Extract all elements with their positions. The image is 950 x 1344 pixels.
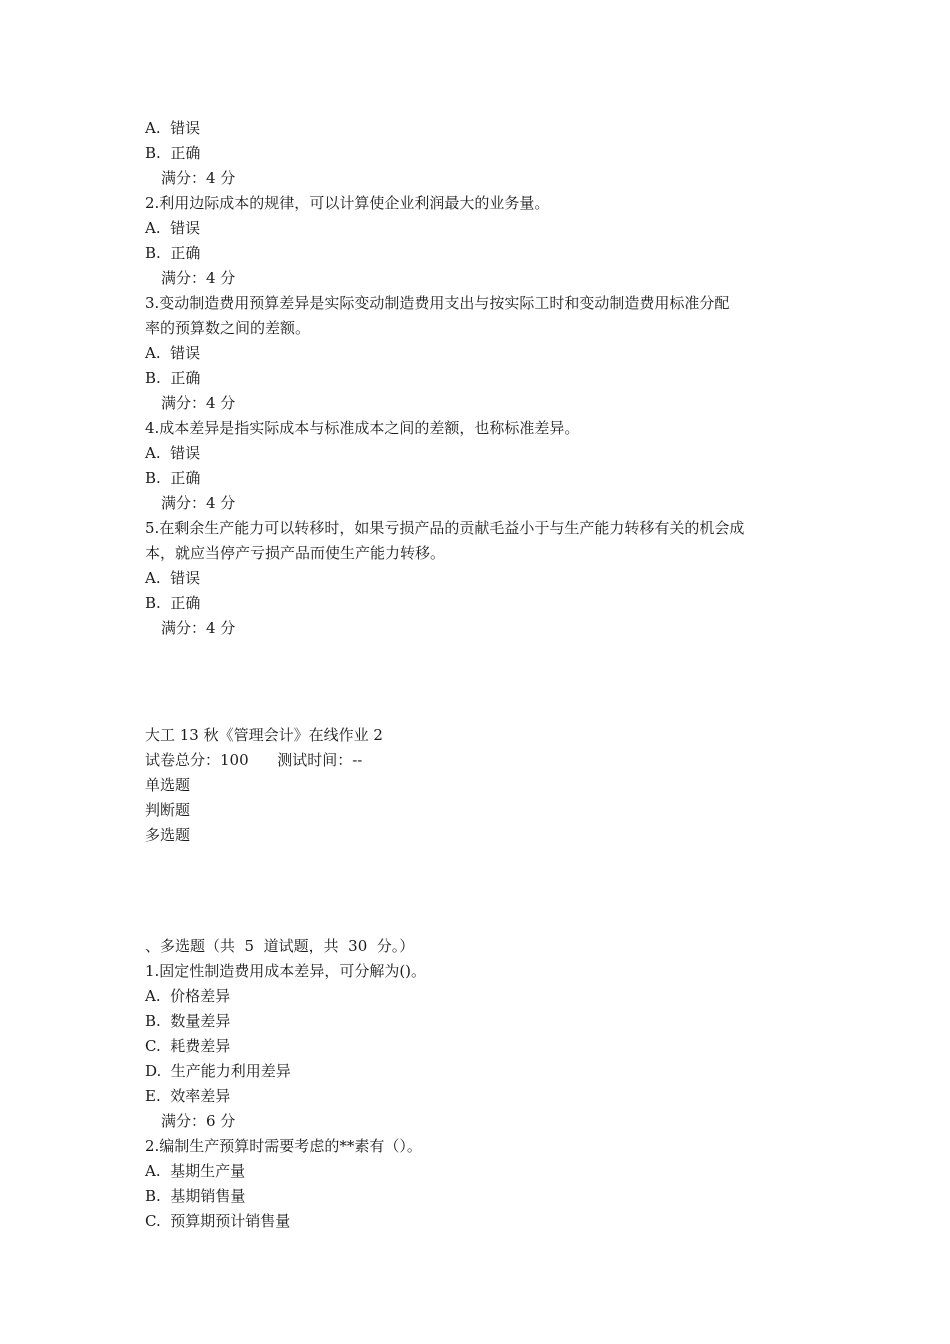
question-stem: 5.在剩余生产能力可以转移时，如果亏损产品的贡献毛益小于与生产能力转移有关的机会成: [145, 519, 745, 537]
question-stem-continued: 率的预算数之间的差额。: [145, 319, 311, 337]
question-stem: 1.固定性制造费用成本差异，可分解为()。: [145, 962, 427, 980]
option-a: A. 价格差异: [145, 987, 231, 1005]
question-2: [145, 1134, 825, 1234]
option-b: B. 数量差异: [145, 1012, 231, 1030]
spacer: [145, 641, 825, 723]
score-text: 满分：6 分: [161, 1112, 236, 1130]
option-b: B. 基期销售量: [145, 1187, 246, 1205]
spacer: [145, 848, 825, 934]
option-a: A. 基期生产量: [145, 1162, 246, 1180]
score-text: 满分：4 分: [161, 269, 236, 287]
option-b: B. 正确: [145, 469, 201, 487]
score-text: 满分：4 分: [161, 169, 236, 187]
section-link-single-choice[interactable]: 单选题: [145, 776, 191, 794]
exam-meta: 试卷总分：100 测试时间：--: [145, 751, 363, 769]
question-stem: 2.利用边际成本的规律，可以计算使企业利润最大的业务量。: [145, 194, 550, 212]
option-b: B. 正确: [145, 594, 201, 612]
option-c: C. 预算期预计销售量: [145, 1212, 291, 1230]
option-b: B. 正确: [145, 369, 201, 387]
option-b: B. 正确: [145, 144, 201, 162]
exam-title: 大工 13 秋《管理会计》在线作业 2: [145, 726, 383, 744]
question-stem: 2.编制生产预算时需要考虑的**素有（）。: [145, 1137, 422, 1155]
exam-header: [145, 723, 825, 848]
question-1: [145, 959, 825, 1134]
section-link-multiple-choice[interactable]: 多选题: [145, 826, 191, 844]
question-1: [145, 116, 825, 191]
question-3: [145, 291, 825, 416]
option-a: A. 错误: [145, 219, 201, 237]
option-a: A. 错误: [145, 344, 201, 362]
section-title: 、多选题（共 5 道试题，共 30 分。）: [145, 937, 415, 955]
option-c: C. 耗费差异: [145, 1037, 231, 1055]
question-5: [145, 516, 825, 641]
judgement-section: [145, 116, 825, 641]
question-stem: 4.成本差异是指实际成本与标准成本之间的差额，也称标准差异。: [145, 419, 580, 437]
question-stem-continued: 本，就应当停产亏损产品而使生产能力转移。: [145, 544, 446, 562]
option-a: A. 错误: [145, 444, 201, 462]
multiple-choice-section: [145, 934, 825, 1234]
question-4: [145, 416, 825, 516]
option-b: B. 正确: [145, 244, 201, 262]
document-page: [145, 116, 825, 1234]
section-link-judgement[interactable]: 判断题: [145, 801, 191, 819]
option-a: A. 错误: [145, 569, 201, 587]
score-text: 满分：4 分: [161, 619, 236, 637]
score-text: 满分：4 分: [161, 494, 236, 512]
question-stem: 3.变动制造费用预算差异是实际变动制造费用支出与按实际工时和变动制造费用标准分配: [145, 294, 730, 312]
score-text: 满分：4 分: [161, 394, 236, 412]
question-2: [145, 191, 825, 291]
option-d: D. 生产能力利用差异: [145, 1062, 291, 1080]
option-e: E. 效率差异: [145, 1087, 231, 1105]
option-a: A. 错误: [145, 119, 201, 137]
